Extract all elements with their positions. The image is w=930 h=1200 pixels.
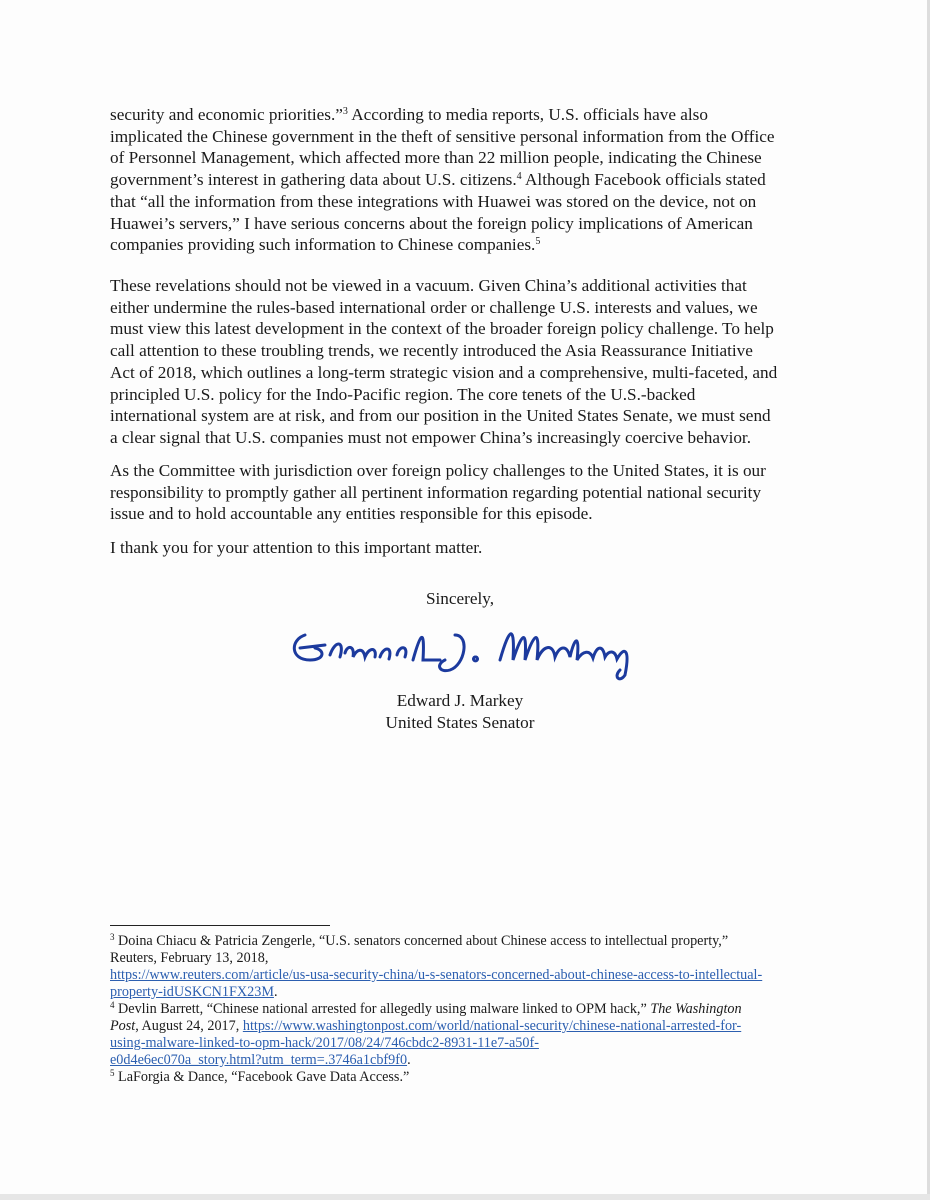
text-line: [110, 1052, 830, 1069]
text-segment: principled U.S. policy for the Indo-Pacific region. The core tenets of the U.S.-backed: [110, 384, 696, 404]
text-segment: government’s interest in gathering data about U.S. citizens.: [110, 170, 517, 190]
text-segment: LaForgia & Dance, “Facebook Gave Data Access.”: [114, 1069, 410, 1085]
text-line: [110, 213, 840, 235]
page-bottom-edge: [0, 1194, 930, 1200]
text-line: [110, 537, 840, 559]
signer-title: United States Senator: [385, 713, 535, 732]
text-line: [110, 147, 840, 169]
text-segment: Although Facebook officials stated: [521, 170, 766, 190]
text-segment: responsibility to promptly gather all pertinent information regarding potential national security: [110, 482, 762, 502]
text-line: [110, 1018, 830, 1035]
text-segment: These revelations should not be viewed in a vacuum. Given China’s additional activities that: [110, 276, 747, 295]
footnote-link[interactable]: https://www.washingtonpost.com/world/national-security/chinese-national-arrested-for-: [242, 1018, 742, 1034]
text-line: [110, 950, 830, 967]
text-line: [110, 384, 840, 406]
signature: [285, 615, 665, 685]
text-line: [110, 427, 840, 449]
text-line: [110, 234, 840, 256]
text-segment: either undermine the rules-based international order or challenge U.S. interests and values, we: [110, 297, 758, 317]
text-line: [110, 1001, 830, 1018]
text-line: [110, 191, 840, 213]
footnote-marker: 5: [110, 1068, 115, 1078]
text-line: [110, 275, 840, 297]
text-segment: call attention to these troubling trends, we recently introduced the Asia Reassurance Initiative: [110, 341, 753, 361]
text-segment: companies providing such information to Chinese companies.: [110, 235, 536, 255]
paragraph-thanks: [110, 537, 840, 559]
signer-name: Edward J. Markey: [396, 691, 524, 710]
text-segment: According to media reports, U.S. officials have also: [347, 105, 708, 124]
footnote-marker: 4: [110, 1000, 115, 1010]
text-segment: that “all the information from these integrations with Huawei was stored on the device, not on: [110, 191, 757, 211]
text-line: [110, 169, 840, 191]
footnote-link[interactable]: property-idUSKCN1FX23M: [110, 984, 274, 1000]
footnote-divider: [110, 925, 330, 926]
text-segment: Devlin Barrett, “Chinese national arrested for allegedly using malware linked to OPM hack,”: [114, 1001, 651, 1017]
italic-text: Post: [110, 1018, 136, 1034]
text-segment: must view this latest development in the context of the broader foreign policy challenge. To help: [110, 319, 774, 339]
footnote-link[interactable]: https://www.reuters.com/article/us-usa-security-china/u-s-senators-concerned-about-chinese-access-to-intellectual-: [110, 967, 763, 983]
text-segment: issue and to hold accountable any entities responsible for this episode.: [110, 504, 593, 524]
text-line: [110, 482, 840, 504]
text-line: [110, 340, 840, 362]
footnote-link[interactable]: using-malware-linked-to-opm-hack/2017/08/24/746cbdc2-8931-11e7-a50f-: [110, 1035, 539, 1051]
text-line: [110, 1035, 830, 1052]
text-segment: a clear signal that U.S. companies must not empower China’s increasingly coercive behavior.: [110, 427, 752, 447]
text-line: [110, 318, 840, 340]
footnotes: [110, 933, 830, 1086]
text-segment: international system are at risk, and from our position in the United States Senate, we must send: [110, 406, 771, 426]
text-line: [110, 1069, 830, 1086]
text-line: [110, 362, 840, 384]
paragraph-vacuum: [110, 275, 840, 449]
text-segment: Huawei’s servers,” I have serious concerns about the foreign policy implications of American: [110, 213, 753, 233]
text-segment: Doina Chiacu & Patricia Zengerle, “U.S. senators concerned about Chinese access to intellectual property,”: [114, 933, 729, 949]
text-line: [110, 297, 840, 319]
paragraph-committee: [110, 460, 840, 525]
footnote-marker: 3: [342, 106, 348, 117]
text-segment: security and economic priorities.”: [110, 105, 343, 124]
salutation: Sincerely,: [425, 589, 495, 608]
text-segment: , August 24, 2017,: [135, 1018, 243, 1034]
paragraph-foreign-data: [110, 104, 840, 256]
text-line: [110, 967, 830, 984]
text-segment: As the Committee with jurisdiction over foreign policy challenges to the United States, it is our: [110, 461, 766, 480]
text-line: [110, 503, 840, 525]
footnote-link[interactable]: e0d4e6ec070a_story.html?utm_term=.3746a1cbf9f0: [110, 1052, 408, 1068]
text-line: [110, 933, 830, 950]
text-segment: Act of 2018, which outlines a long-term strategic vision and a comprehensive, multi-faceted, and: [110, 362, 778, 382]
text-segment: .: [273, 984, 278, 1000]
text-segment: .: [407, 1052, 411, 1068]
text-line: [110, 104, 840, 126]
text-line: [110, 984, 830, 1001]
text-line: [110, 126, 840, 148]
footnote-marker: 4: [516, 171, 522, 183]
text-segment: I thank you for your attention to this important matter.: [110, 538, 483, 557]
text-segment: implicated the Chinese government in the theft of sensitive personal information from the Office: [110, 126, 775, 146]
text-segment: of Personnel Management, which affected more than 22 million people, indicating the Chinese: [110, 148, 762, 168]
footnote-marker: 5: [535, 236, 541, 248]
text-line: [110, 405, 840, 427]
footnote-marker: 3: [110, 932, 115, 942]
italic-text: The Washington: [650, 1001, 742, 1017]
text-segment: Reuters, February 13, 2018,: [110, 950, 269, 966]
text-line: [110, 460, 840, 482]
